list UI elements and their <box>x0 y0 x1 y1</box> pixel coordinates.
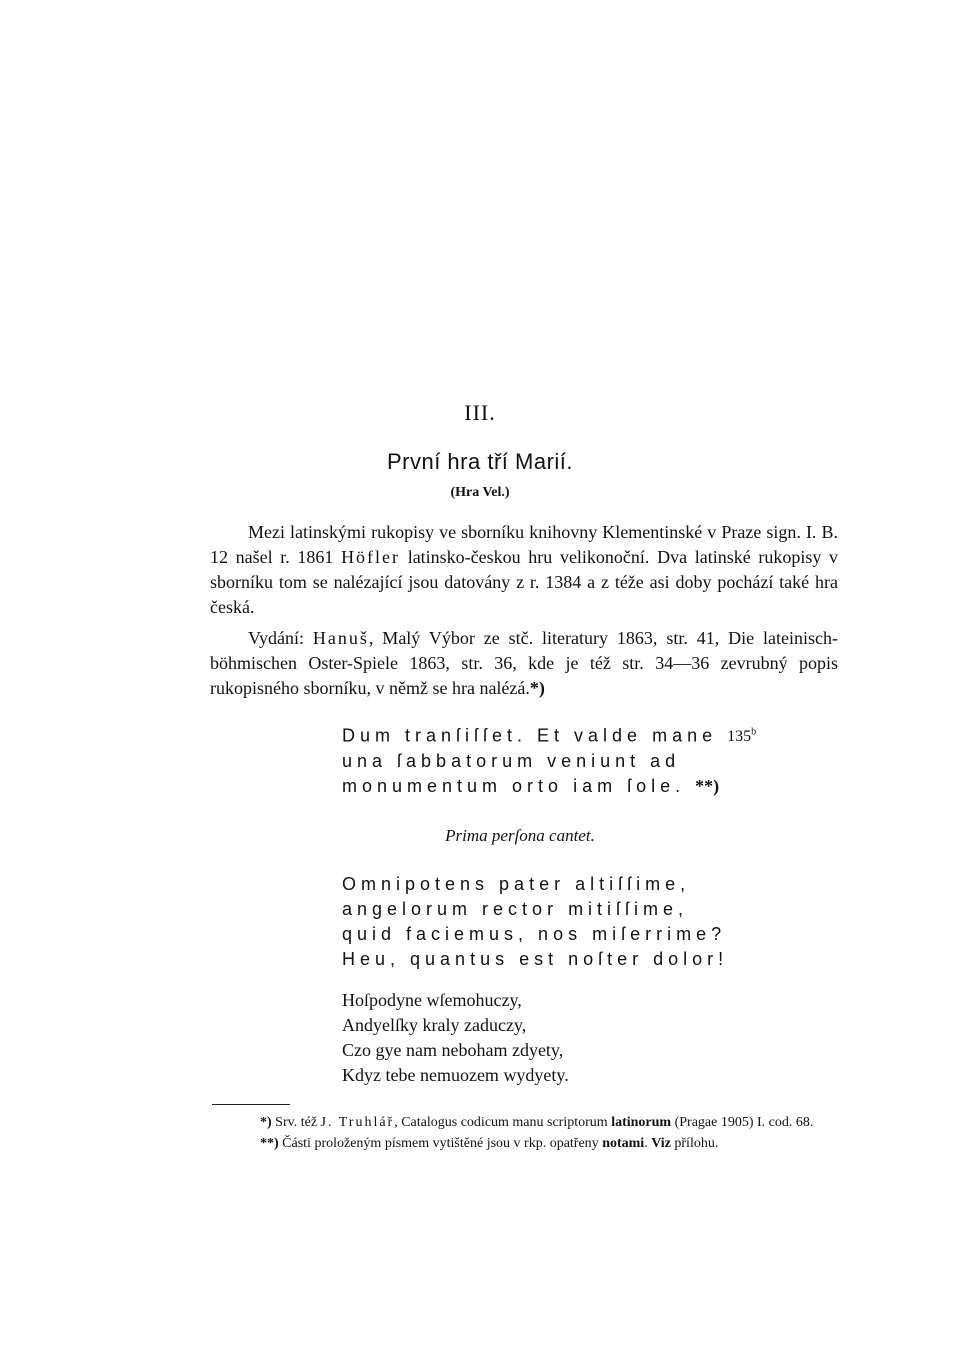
footnote-1-bold: latinorum <box>611 1115 672 1130</box>
rubric-line-2: una ſabbatorum veniunt ad <box>342 751 681 772</box>
footnote-ref-2: **) <box>695 776 720 797</box>
footnote-1-text-c: (Pragae 1905) I. cod. 68. <box>671 1115 814 1130</box>
footnote-2-bold-2: Viz <box>651 1136 671 1151</box>
czech-verse-line: Andyelſky kraly zaduczy, <box>342 1015 527 1035</box>
latin-verse-line: Heu, quantus est noſter dolor! <box>342 949 729 969</box>
footnote-1-mark: *) <box>260 1115 272 1130</box>
rubric-line-3-text: monumentum orto iam ſole. <box>342 776 686 797</box>
chapter-number: III. <box>464 400 496 425</box>
intro-p1-text-b: latinsko-českou hru velikonoční. Dva latinské rukopisy v sborníku tom se nalézající jsou datovány z r. 1384 a z téže asi doby pochází také hra česká. <box>210 547 838 617</box>
intro-paragraph-1 <box>210 520 838 620</box>
czech-verse-line: Kdyz tebe nemuozem wydyety. <box>342 1065 569 1085</box>
czech-verse-line: Czo gye nam neboham zdyety, <box>342 1040 564 1060</box>
footnote-1-name: J. Truhlář <box>320 1115 395 1130</box>
footnote-2-bold: notami <box>602 1136 645 1151</box>
intro-p2-text-a: Vydání: <box>248 628 313 648</box>
intro-text <box>210 520 838 701</box>
footnote-2-text-a: Části proloženým písmem vytištěné jsou v rkp. opatřeny <box>278 1136 603 1151</box>
rubric-line-1 <box>342 720 756 749</box>
folio-number <box>727 728 756 745</box>
footnote-2-text-b: . <box>644 1136 652 1151</box>
footnotes <box>212 1112 838 1154</box>
page-subtitle: (Hra Vel.) <box>450 485 510 500</box>
footnote-divider <box>212 1104 290 1105</box>
footnote-1 <box>212 1112 838 1133</box>
footnote-2-text-c: přílohu. <box>670 1136 719 1151</box>
stage-direction: Prima perſona cantet. <box>445 826 595 845</box>
intro-p2-text-b: , Malý Výbor ze stč. literatury 1863, str. 41, Die lateinisch-böhmischen Oster-Spiele 1863, str. 36, kde je též str. 34—36 zevrubný popis rukopisného sborníku, v němž se hra nalézá. <box>210 628 839 698</box>
latin-rubric <box>342 720 756 799</box>
czech-verse <box>342 988 569 1088</box>
footnote-2 <box>212 1133 838 1154</box>
intro-p2-name: Hanuš <box>312 628 369 648</box>
czech-verse-line: Hoſpodyne wſemohuczy, <box>342 990 522 1010</box>
intro-paragraph-2 <box>210 626 838 701</box>
intro-p1-text-a: Mezi latinskými rukopisy ve sborníku knihovny Klementinské v Praze sign. I. B. 12 našel r. 1861 <box>210 522 838 567</box>
footnote-ref-1: *) <box>529 678 545 698</box>
latin-verse-line: Omnipotens pater altiſſime, <box>342 874 691 894</box>
intro-p1-name: Höfler <box>341 547 401 567</box>
footnote-1-text-b: , Catalogus codicum manu scriptorum <box>394 1115 612 1130</box>
page-title: První hra tří Marií. <box>386 449 574 474</box>
folio-value: 135 <box>727 728 752 746</box>
footnote-2-mark: **) <box>260 1136 279 1151</box>
rubric-line-1-text: Dum tranſiſſet. Et valde mane <box>342 725 718 746</box>
latin-verse <box>342 872 728 972</box>
folio-superscript: b <box>751 727 757 738</box>
latin-verse-line: quid faciemus, nos miſerrime? <box>342 924 727 944</box>
footnote-1-text-a: Srv. též <box>271 1115 321 1130</box>
rubric-line-3 <box>342 774 756 799</box>
latin-verse-line: angelorum rector mitiſſime, <box>342 899 689 919</box>
